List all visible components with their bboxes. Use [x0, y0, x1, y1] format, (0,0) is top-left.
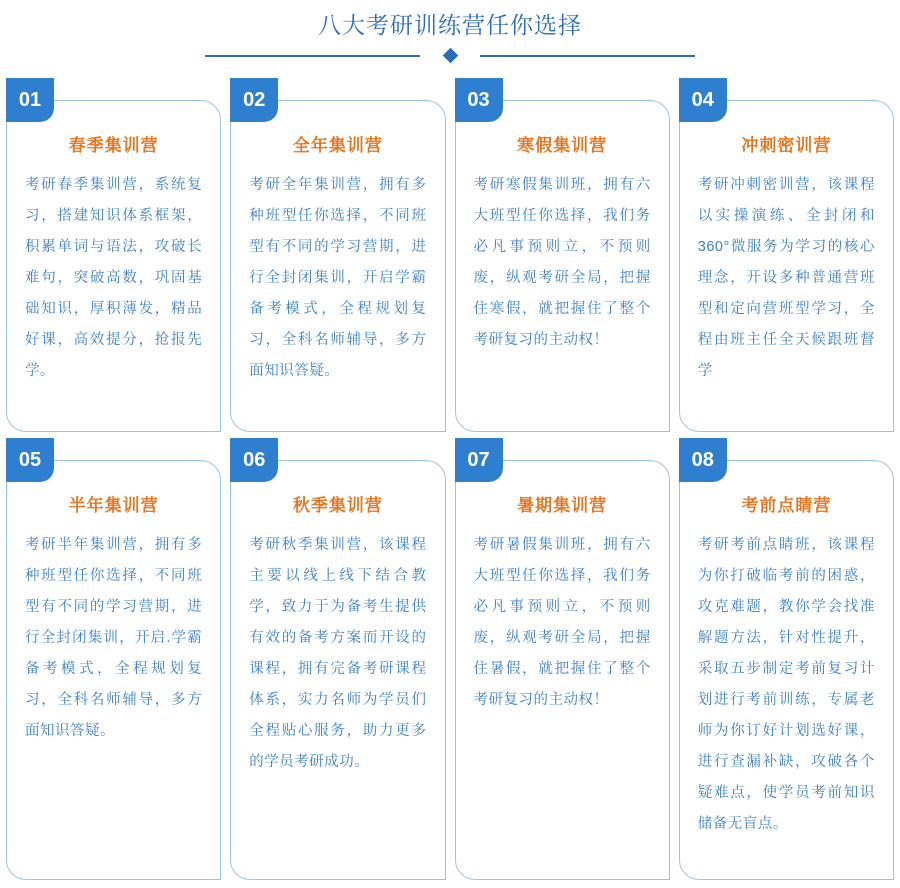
card-title: 秋季集训营	[292, 496, 383, 515]
card-number-badge: 07	[455, 438, 503, 482]
card-title: 春季集训营	[68, 136, 159, 155]
card-number-badge: 03	[455, 78, 503, 122]
page-title: 八大考研训练营任你选择	[318, 12, 582, 38]
card-number-badge: 06	[230, 438, 278, 482]
card-body	[679, 460, 894, 880]
card-number-badge: 01	[6, 78, 54, 122]
camp-card[interactable]	[455, 78, 670, 432]
card-number-badge: 04	[679, 78, 727, 122]
card-description: 考研半年集训营，拥有多种班型任你选择，不同班型有不同的学习营期，进行全封闭集训，开启.学霸备考模式，全程规划复习，全科名师辅导，多方面知识答疑。	[25, 537, 203, 739]
card-title: 半年集训营	[68, 496, 159, 515]
card-title: 冲刺密训营	[741, 136, 832, 155]
card-number-badge: 05	[6, 438, 54, 482]
card-body	[230, 460, 445, 880]
card-body	[455, 460, 670, 880]
camp-card[interactable]	[679, 78, 894, 432]
card-number-badge: 02	[230, 78, 278, 122]
title-divider	[205, 50, 695, 62]
camp-card[interactable]	[679, 438, 894, 880]
camp-card[interactable]	[6, 78, 221, 432]
camp-card[interactable]	[6, 438, 221, 880]
card-body	[230, 100, 445, 432]
card-description: 考研冲刺密训营，该课程以实操演练、全封闭和360°微服务为学习的核心理念，开设多种普通营班型和定向营班型学习，全程由班主任全天候跟班督学	[697, 177, 875, 379]
card-body	[455, 100, 670, 432]
card-description: 考研寒假集训班，拥有六大班型任你选择，我们务必凡事预则立，不预则废，纵观考研全局，把握住寒假，就把握住了整个考研复习的主动权！	[473, 177, 651, 348]
card-description: 考研暑假集训班，拥有六大班型任你选择，我们务必凡事预则立，不预则废，纵观考研全局，把握住暑假，就把握住了整个考研复习的主动权！	[473, 537, 651, 708]
divider-line-right	[480, 55, 695, 57]
camp-card-grid	[0, 78, 900, 880]
card-description: 考研全年集训营，拥有多种班型任你选择，不同班型有不同的学习营期，进行全封闭集训，开启学霸备考模式，全程规划复习，全科名师辅导，多方面知识答疑。	[249, 177, 427, 379]
page-header	[0, 0, 900, 62]
card-description: 考研秋季集训营，该课程主要以线上线下结合教学，致力于为备考生提供有效的备考方案而开设的课程，拥有完备考研课程体系，实力名师为学员们全程贴心服务，助力更多的学员考研成功。	[249, 537, 427, 770]
card-title: 暑期集训营	[517, 496, 608, 515]
camp-card[interactable]	[455, 438, 670, 880]
card-title: 考前点睛营	[741, 496, 832, 515]
card-title: 寒假集训营	[517, 136, 608, 155]
camp-card[interactable]	[230, 438, 445, 880]
diamond-icon	[443, 48, 459, 64]
card-title: 全年集训营	[292, 136, 383, 155]
card-body	[6, 460, 221, 880]
card-body	[679, 100, 894, 432]
card-number-badge: 08	[679, 438, 727, 482]
card-description: 考研考前点睛班，该课程为你打破临考前的困惑，攻克难题，教你学会找准解题方法，针对性提升，采取五步制定考前复习计划进行考前训练，专属老师为你订好计划选好课，进行查漏补缺，攻破各个疑难点，使学员考前知识储备无盲点。	[697, 537, 875, 832]
card-description: 考研春季集训营，系统复习，搭建知识体系框架，积累单词与语法，攻破长难句，突破高数，巩固基础知识，厚积薄发，精品好课，高效提分，抢报先学。	[25, 177, 203, 379]
card-body	[6, 100, 221, 432]
divider-line-left	[205, 55, 420, 57]
camp-card[interactable]	[230, 78, 445, 432]
